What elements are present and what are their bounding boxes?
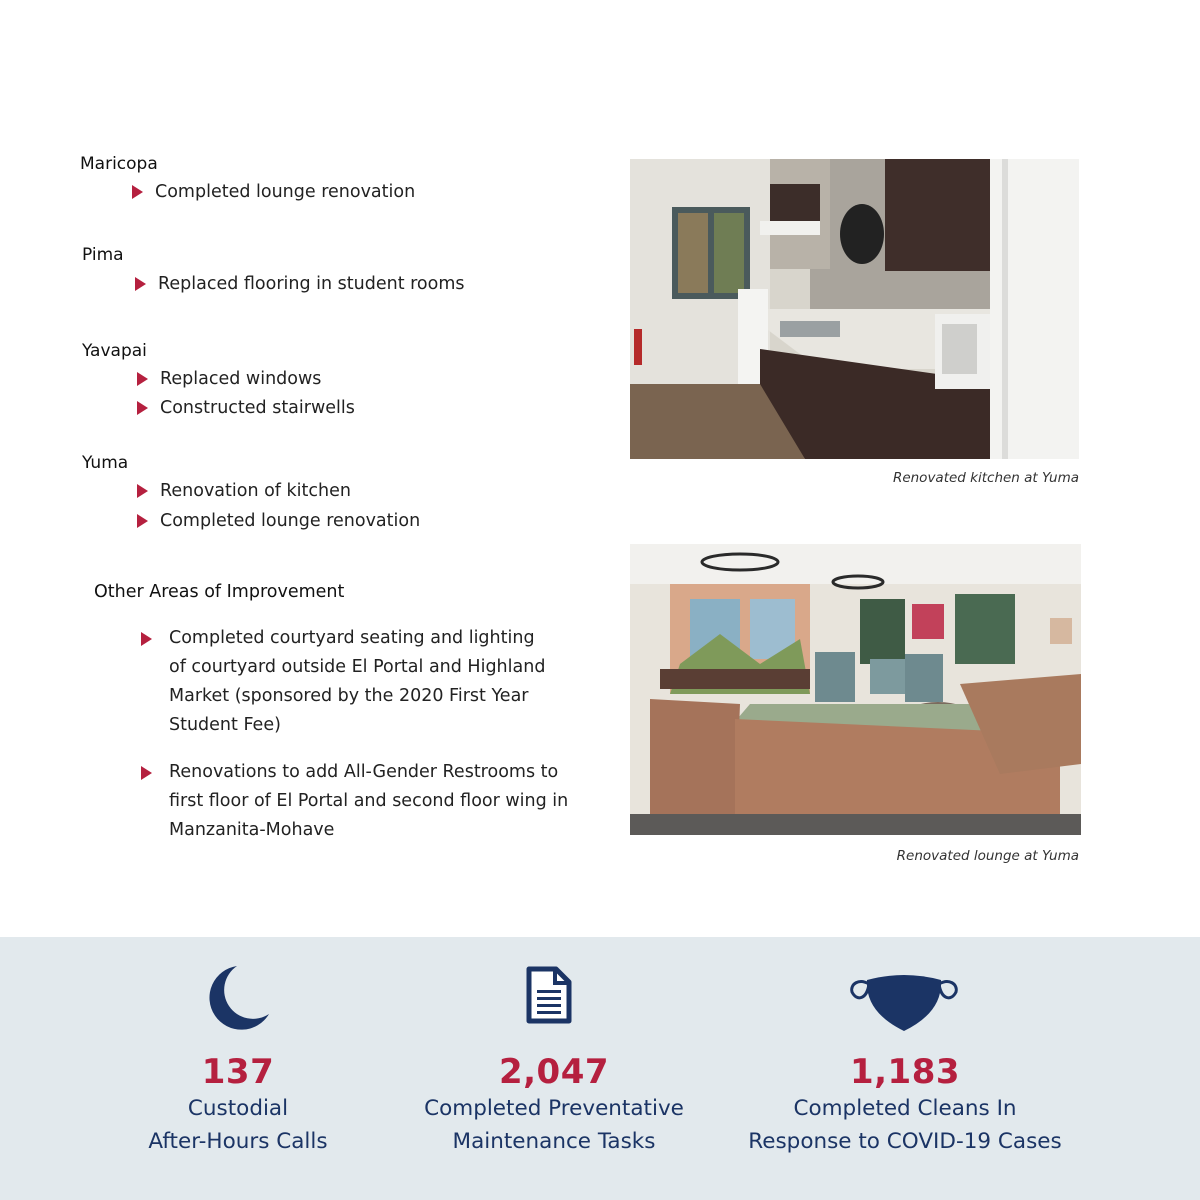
stat-number: 2,047 xyxy=(498,1052,610,1092)
moon-icon xyxy=(205,964,271,1034)
hall-name-pima: Pima xyxy=(82,245,124,265)
stat-label-line: After-Hours Calls xyxy=(148,1129,328,1154)
stat-label-line: Completed Preventative xyxy=(424,1096,684,1121)
list-item xyxy=(137,398,355,418)
bullet-icon xyxy=(141,766,152,780)
bullet-icon xyxy=(137,514,148,528)
list-item xyxy=(169,758,568,845)
list-item xyxy=(137,369,321,389)
bullet-icon xyxy=(132,185,143,199)
list-item-line: Student Fee) xyxy=(169,715,281,735)
list-item-line: Manzanita-Mohave xyxy=(169,820,335,840)
stat-label-line: Custodial xyxy=(187,1096,289,1121)
list-item-text: Renovation of kitchen xyxy=(160,481,351,501)
list-item-line: Market (sponsored by the 2020 First Year xyxy=(169,686,529,706)
list-item xyxy=(135,274,465,294)
bullet-icon xyxy=(137,372,148,386)
list-item-text: Completed lounge renovation xyxy=(155,182,416,202)
stat-covid-cleans xyxy=(745,1052,1065,1158)
stat-label-line: Completed Cleans In xyxy=(793,1096,1017,1121)
face-mask-icon xyxy=(849,974,959,1038)
list-item xyxy=(137,511,420,531)
list-item xyxy=(169,624,545,740)
photo-caption: Renovated kitchen at Yuma xyxy=(892,470,1079,486)
lounge-photo xyxy=(630,544,1081,835)
list-item-line: of courtyard outside El Portal and Highland xyxy=(169,657,546,677)
bullet-icon xyxy=(137,484,148,498)
list-item-text: Replaced flooring in student rooms xyxy=(158,274,465,294)
bullet-icon xyxy=(135,277,146,291)
list-item-line: Completed courtyard seating and lighting xyxy=(169,628,535,648)
list-item-line: first floor of El Portal and second floor wing in xyxy=(169,791,569,811)
section-title: Other Areas of Improvement xyxy=(94,582,345,602)
kitchen-photo xyxy=(630,159,1079,459)
stat-number: 1,183 xyxy=(849,1052,961,1092)
hall-name-yavapai: Yavapai xyxy=(82,341,147,361)
hall-name-yuma: Yuma xyxy=(82,453,129,473)
list-item xyxy=(137,481,351,501)
photo-caption: Renovated lounge at Yuma xyxy=(896,848,1079,864)
list-item-line: Renovations to add All-Gender Restrooms to xyxy=(169,762,559,782)
list-item-text: Replaced windows xyxy=(160,369,322,389)
stat-number: 137 xyxy=(201,1052,275,1092)
list-item-text: Constructed stairwells xyxy=(160,398,355,418)
stat-custodial xyxy=(128,1052,348,1158)
list-item xyxy=(132,182,415,202)
bullet-icon xyxy=(141,632,152,646)
hall-name-maricopa: Maricopa xyxy=(80,154,158,174)
stat-label-line: Maintenance Tasks xyxy=(452,1129,656,1154)
stat-label-line: Response to COVID-19 Cases xyxy=(748,1129,1062,1154)
document-icon xyxy=(526,966,572,1028)
bullet-icon xyxy=(137,401,148,415)
list-item-text: Completed lounge renovation xyxy=(160,511,421,531)
stat-maintenance xyxy=(414,1052,694,1158)
